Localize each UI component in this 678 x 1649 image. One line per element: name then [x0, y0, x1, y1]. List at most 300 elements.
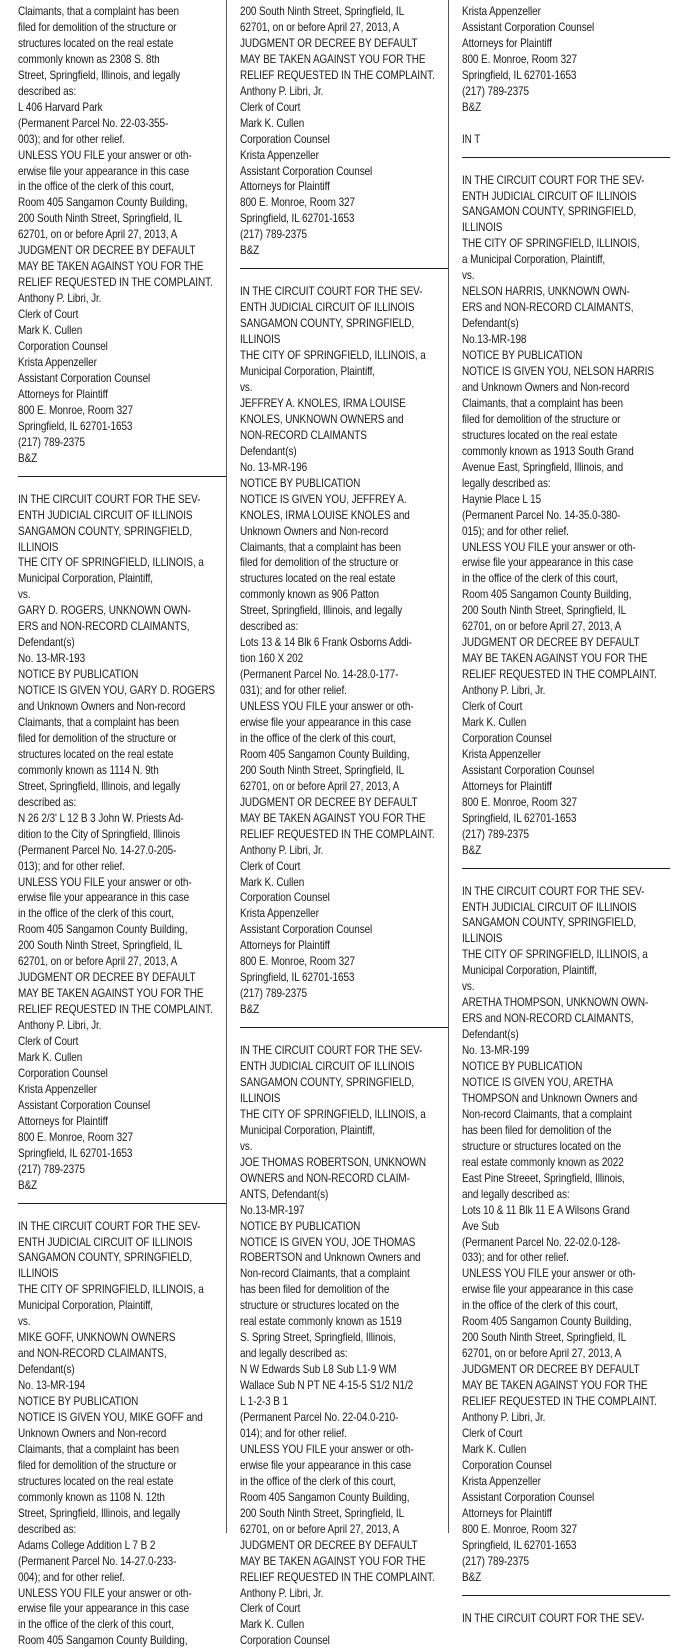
notice-line: 800 E. Monroe, Room 327: [462, 1522, 577, 1536]
legal-notice: [462, 173, 670, 859]
notice-line: Wallace Sub N PT NE 4-15-5 S1/2 N1/2: [240, 1379, 414, 1393]
notice-line: Defendant(s): [18, 1363, 75, 1377]
notice-line: Street, Springfield, Illinois, and legally: [18, 68, 181, 82]
notice-line: NOTICE BY PUBLICATION: [240, 476, 361, 490]
notice-line: L 1-2-3 B 1: [240, 1395, 289, 1409]
notice-line: in the office of the clerk of this court,: [462, 572, 618, 586]
legal-notice: [18, 4, 226, 467]
notice-line: Room 405 Sangamon County Building,: [18, 923, 188, 937]
notice-line: Defendant(s): [462, 317, 519, 331]
notice-line: commonly known as 1913 South Grand: [462, 444, 634, 458]
notice-line: JUDGMENT OR DECREE BY DEFAULT: [18, 244, 196, 258]
notice-line: (Permanent Parcel No. 14-27.0-233-: [18, 1554, 177, 1568]
notice-line: THE CITY OF SPRINGFIELD, ILLINOIS,: [462, 237, 640, 251]
notice-line: JUDGMENT OR DECREE BY DEFAULT: [462, 636, 640, 650]
notice-line: legally described as:: [462, 476, 551, 490]
notice-line: real estate commonly known as 2022: [462, 1155, 624, 1169]
notice-line: (Permanent Parcel No. 22-04.0-210-: [240, 1411, 399, 1425]
notice-line: (Permanent Parcel No. 22-03-355-: [18, 116, 169, 130]
notice-line: 200 South Ninth Street, Springfield, IL: [462, 1331, 627, 1345]
notice-line: Claimants, that a complaint has been: [18, 715, 179, 729]
notice-line: THE CITY OF SPRINGFIELD, ILLINOIS, a: [240, 349, 426, 363]
notice-line: Anthony P. Libri, Jr.: [240, 84, 324, 98]
notice-line: Clerk of Court: [240, 100, 301, 114]
notice-line: JUDGMENT OR DECREE BY DEFAULT: [18, 971, 196, 985]
notice-line: (217) 789-2375: [18, 435, 85, 449]
legal-notice: [240, 1043, 448, 1649]
notice-line: Attorneys for Plaintiff: [18, 1114, 108, 1128]
notice-line: Corporation Counsel: [18, 1066, 108, 1080]
notice-line: Springfield, IL 62701-1653: [240, 971, 355, 985]
notice-line: Anthony P. Libri, Jr.: [462, 684, 546, 698]
notice-line: a Municipal Corporation, Plaintiff,: [462, 253, 606, 267]
notice-line: Anthony P. Libri, Jr.: [18, 1019, 102, 1033]
notice-line: 800 E. Monroe, Room 327: [462, 52, 577, 66]
notice-line: 62701, on or before April 27, 2013, A: [240, 20, 400, 34]
notice-line: NELSON HARRIS, UNKNOWN OWN-: [462, 285, 630, 299]
notice-line: erwise file your appearance in this case: [462, 1283, 634, 1297]
notice-line: commonly known as 1108 N. 12th: [18, 1490, 165, 1504]
notice-line: Non-record Claimants, that a complaint: [240, 1267, 410, 1281]
notice-line: ILLINOIS: [240, 1091, 281, 1105]
notice-line: Corporation Counsel: [462, 1458, 552, 1472]
notice-line: Clerk of Court: [462, 700, 523, 714]
notice-line: N 26 2/3' L 12 B 3 John W. Priests Ad-: [18, 811, 184, 825]
notice-line: IN THE CIRCUIT COURT FOR THE SEV-: [462, 884, 645, 898]
notice-line: UNLESS YOU FILE your answer or oth-: [462, 540, 636, 554]
notice-line: No.13-MR-197: [240, 1203, 305, 1217]
notice-line: Krista Appenzeller: [462, 747, 541, 761]
notice-line: Springfield, IL 62701-1653: [18, 419, 133, 433]
notice-separator: [462, 157, 670, 158]
notice-line: has been filed for demolition of the: [240, 1283, 390, 1297]
notice-line: Attorneys for Plaintiff: [462, 779, 552, 793]
notice-line: NON-RECORD CLAIMANTS: [240, 428, 367, 442]
notice-line: Krista Appenzeller: [240, 907, 319, 921]
notice-line: real estate commonly known as 1519: [240, 1315, 402, 1329]
notice-line: filed for demolition of the structure or: [462, 412, 621, 426]
notice-line: Anthony P. Libri, Jr.: [18, 292, 102, 306]
notice-line: Ave Sub: [462, 1219, 499, 1233]
notice-line: Springfield, IL 62701-1653: [462, 811, 577, 825]
notice-line: ENTH JUDICIAL CIRCUIT OF ILLINOIS: [462, 900, 637, 914]
notice-line: JOE THOMAS ROBERTSON, UNKNOWN: [240, 1155, 427, 1169]
notice-line: described as:: [18, 795, 77, 809]
notice-line: ILLINOIS: [462, 221, 503, 235]
notice-line: MAY BE TAKEN AGAINST YOU FOR THE: [240, 1554, 426, 1568]
notice-line: Attorneys for Plaintiff: [462, 36, 552, 50]
notice-line: structure or structures located on the: [462, 1139, 622, 1153]
notice-line: NOTICE IS GIVEN YOU, JOE THOMAS: [240, 1235, 416, 1249]
notice-line: structure or structures located on the: [240, 1299, 400, 1313]
notice-line: NOTICE IS GIVEN YOU, ARETHA: [462, 1076, 613, 1089]
notice-line: OWNERS and NON-RECORD CLAIM-: [240, 1171, 410, 1185]
notice-line: Assistant Corporation Counsel: [18, 1098, 151, 1112]
notice-line: No. 13-MR-196: [240, 460, 308, 474]
legal-notice: [462, 1611, 670, 1627]
notice-line: IN THE CIRCUIT COURT FOR THE SEV-: [240, 285, 423, 299]
notice-line: vs.: [462, 269, 475, 283]
notice-line: 014); and for other relief.: [240, 1426, 347, 1440]
notice-line: No. 13-MR-199: [462, 1044, 530, 1058]
notice-line: (Permanent Parcel No. 14-27.0-205-: [18, 843, 177, 857]
notice-line: vs.: [240, 380, 253, 394]
notice-line: structures located on the real estate: [18, 1474, 174, 1488]
notice-line: Room 405 Sangamon County Building,: [462, 1315, 632, 1329]
notice-line: 62701, on or before April 27, 2013, A: [462, 620, 622, 634]
notice-line: JEFFREY A. KNOLES, IRMA LOUISE: [240, 396, 406, 410]
notice-line: KNOLES, UNKNOWN OWNERS and: [240, 412, 404, 426]
notice-line: GARY D. ROGERS, UNKNOWN OWN-: [18, 604, 191, 618]
notice-line: IN T: [462, 132, 481, 146]
notice-line: described as:: [18, 1522, 77, 1536]
notice-line: RELIEF REQUESTED IN THE COMPLAINT.: [462, 1395, 657, 1409]
notice-line: SANGAMON COUNTY, SPRINGFIELD,: [240, 1076, 415, 1089]
notice-line: ILLINOIS: [240, 333, 281, 347]
notice-line: ERS and NON-RECORD CLAIMANTS,: [18, 620, 190, 634]
notice-line: 800 E. Monroe, Room 327: [18, 403, 133, 417]
notice-line: (217) 789-2375: [462, 827, 529, 841]
notice-line: Corporation Counsel: [18, 340, 108, 354]
notice-line: B&Z: [462, 100, 482, 114]
notice-line: Anthony P. Libri, Jr.: [240, 1586, 324, 1600]
notice-line: (Permanent Parcel No. 22-02.0-128-: [462, 1235, 621, 1249]
notice-line: has been filed for demolition of the: [462, 1123, 612, 1137]
notice-line: 800 E. Monroe, Room 327: [240, 196, 355, 210]
notice-line: NOTICE BY PUBLICATION: [462, 349, 583, 363]
notice-line: (217) 789-2375: [462, 84, 529, 98]
notice-line: ILLINOIS: [18, 1267, 59, 1281]
notice-line: Mark K. Cullen: [18, 324, 83, 338]
notice-line: 200 South Ninth Street, Springfield, IL: [18, 939, 183, 953]
notice-line: Clerk of Court: [18, 1035, 79, 1049]
notice-line: 62701, on or before April 27, 2013, A: [240, 1522, 400, 1536]
notice-line: ERS and NON-RECORD CLAIMANTS,: [462, 1012, 634, 1026]
notice-line: commonly known as 2308 S. 8th: [18, 52, 160, 66]
legal-notice: [18, 492, 226, 1194]
notice-line: Room 405 Sangamon County Building,: [240, 1490, 410, 1504]
notice-line: No. 13-MR-193: [18, 652, 86, 666]
notice-line: structures located on the real estate: [18, 36, 174, 50]
notice-line: Corporation Counsel: [462, 731, 552, 745]
notice-line: NOTICE IS GIVEN YOU, MIKE GOFF and: [18, 1411, 203, 1425]
notice-line: MAY BE TAKEN AGAINST YOU FOR THE: [462, 1379, 648, 1393]
notice-line: Street, Springfield, Illinois, and legally: [240, 604, 403, 618]
notice-line: ARETHA THOMPSON, UNKNOWN OWN-: [462, 996, 649, 1010]
notice-line: SANGAMON COUNTY, SPRINGFIELD,: [18, 1251, 193, 1265]
notice-line: THE CITY OF SPRINGFIELD, ILLINOIS, a: [240, 1107, 426, 1121]
notice-line: (Permanent Parcel No. 14-35.0-380-: [462, 508, 621, 522]
notice-line: 200 South Ninth Street, Springfield, IL: [18, 212, 183, 226]
notice-line: JUDGMENT OR DECREE BY DEFAULT: [240, 36, 418, 50]
notice-line: Municipal Corporation, Plaintiff,: [18, 1299, 153, 1313]
notice-line: Corporation Counsel: [240, 132, 330, 146]
notice-line: in the office of the clerk of this court,: [18, 180, 174, 194]
notice-line: commonly known as 1114 N. 9th: [18, 763, 159, 777]
notice-line: Claimants, that a complaint has been: [18, 1442, 179, 1456]
notice-line: Avenue East, Springfield, Illinois, and: [462, 460, 624, 474]
notice-line: Mark K. Cullen: [240, 875, 305, 889]
notice-line: 003); and for other relief.: [18, 132, 125, 146]
notice-line: ENTH JUDICIAL CIRCUIT OF ILLINOIS: [18, 508, 193, 522]
notice-line: 62701, on or before April 27, 2013, A: [18, 228, 178, 242]
notice-line: Mark K. Cullen: [462, 1442, 527, 1456]
notice-line: Non-record Claimants, that a complaint: [462, 1107, 632, 1121]
notice-separator: [18, 476, 226, 477]
notice-line: Clerk of Court: [18, 308, 79, 322]
notice-separator: [462, 1595, 670, 1596]
notice-line: 200 South Ninth Street, Springfield, IL: [240, 5, 405, 18]
notice-line: ENTH JUDICIAL CIRCUIT OF ILLINOIS: [462, 189, 637, 203]
notice-line: Street, Springfield, Illinois, and legally: [18, 779, 181, 793]
notice-line: MAY BE TAKEN AGAINST YOU FOR THE: [18, 987, 204, 1001]
notice-line: Krista Appenzeller: [18, 1082, 97, 1096]
notice-line: Assistant Corporation Counsel: [240, 164, 373, 178]
notice-line: Municipal Corporation, Plaintiff,: [240, 1123, 375, 1137]
column-1: [18, 4, 216, 1649]
notice-line: commonly known as 906 Patton: [240, 588, 379, 602]
notice-line: Krista Appenzeller: [462, 1474, 541, 1488]
notice-line: Corporation Counsel: [240, 1634, 330, 1648]
notice-line: Attorneys for Plaintiff: [240, 180, 330, 194]
notice-line: vs.: [18, 588, 31, 602]
notice-line: described as:: [240, 620, 299, 634]
notice-line: Room 405 Sangamon County Building,: [18, 1634, 188, 1648]
notice-line: 62701, on or before April 27, 2013, A: [18, 955, 178, 969]
legal-notice: [240, 4, 448, 259]
notice-line: Municipal Corporation, Plaintiff,: [462, 964, 597, 978]
notice-line: NOTICE BY PUBLICATION: [240, 1219, 361, 1233]
notice-line: and Unknown Owners and Non-record: [18, 700, 186, 714]
notice-line: ENTH JUDICIAL CIRCUIT OF ILLINOIS: [240, 301, 415, 315]
notice-line: erwise file your appearance in this case: [18, 164, 190, 178]
notice-line: 200 South Ninth Street, Springfield, IL: [240, 763, 405, 777]
notice-line: Haynie Place L 15: [462, 492, 542, 506]
notice-line: 031); and for other relief.: [240, 684, 347, 698]
notice-line: filed for demolition of the structure or: [18, 20, 177, 34]
notice-line: No. 13-MR-194: [18, 1379, 86, 1393]
notice-line: Unknown Owners and Non-record: [18, 1426, 167, 1440]
notice-line: MAY BE TAKEN AGAINST YOU FOR THE: [18, 260, 204, 274]
notice-line: erwise file your appearance in this case: [240, 1458, 412, 1472]
notice-line: erwise file your appearance in this case: [18, 1602, 190, 1616]
notice-line: Anthony P. Libri, Jr.: [462, 1411, 546, 1425]
notice-line: NOTICE IS GIVEN YOU, JEFFREY A.: [240, 492, 407, 506]
column-divider: [448, 0, 449, 1533]
notice-line: Room 405 Sangamon County Building,: [462, 588, 632, 602]
notice-line: 200 South Ninth Street, Springfield, IL: [240, 1506, 405, 1520]
notice-line: (217) 789-2375: [462, 1554, 529, 1568]
notice-line: B&Z: [18, 1178, 38, 1192]
notice-line: S. Spring Street, Springfield, Illinois,: [240, 1331, 396, 1345]
notice-line: Anthony P. Libri, Jr.: [240, 843, 324, 857]
notice-line: 033); and for other relief.: [462, 1251, 569, 1265]
notice-line: JUDGMENT OR DECREE BY DEFAULT: [240, 1538, 418, 1552]
notice-line: Unknown Owners and Non-record: [240, 524, 389, 538]
notice-line: Krista Appenzeller: [240, 148, 319, 162]
notice-line: erwise file your appearance in this case: [240, 715, 412, 729]
notice-line: UNLESS YOU FILE your answer or oth-: [462, 1267, 636, 1281]
notice-line: 62701, on or before April 27, 2013, A: [462, 1347, 622, 1361]
notice-line: Krista Appenzeller: [18, 355, 97, 369]
notice-line: (Permanent Parcel No. 14-28.0-177-: [240, 668, 399, 682]
notice-line: IN THE CIRCUIT COURT FOR THE SEV-: [18, 492, 201, 506]
notice-line: Springfield, IL 62701-1653: [18, 1146, 133, 1160]
notice-line: SANGAMON COUNTY, SPRINGFIELD,: [18, 524, 193, 538]
notice-line: 200 South Ninth Street, Springfield, IL: [462, 604, 627, 618]
notice-line: THE CITY OF SPRINGFIELD, ILLINOIS, a: [18, 1283, 204, 1297]
notice-line: in the office of the clerk of this court,: [18, 907, 174, 921]
notice-line: erwise file your appearance in this case: [462, 556, 634, 570]
notice-line: Clerk of Court: [240, 859, 301, 873]
notice-line: 013); and for other relief.: [18, 859, 125, 873]
notice-line: THOMPSON and Unknown Owners and: [462, 1091, 638, 1105]
notice-line: UNLESS YOU FILE your answer or oth-: [18, 875, 192, 889]
notice-line: MAY BE TAKEN AGAINST YOU FOR THE: [240, 811, 426, 825]
notice-line: Municipal Corporation, Plaintiff,: [18, 572, 153, 586]
notice-line: Room 405 Sangamon County Building,: [18, 196, 188, 210]
notice-line: Assistant Corporation Counsel: [240, 923, 373, 937]
notice-line: N W Edwards Sub L8 Sub L1-9 WM: [240, 1363, 397, 1377]
notice-line: THE CITY OF SPRINGFIELD, ILLINOIS, a: [462, 948, 648, 962]
notice-line: IN THE CIRCUIT COURT FOR THE SEV-: [240, 1044, 423, 1058]
column-3: [462, 4, 657, 1626]
notice-separator: [462, 868, 670, 869]
notice-line: 004); and for other relief.: [18, 1570, 125, 1584]
notice-line: IN THE CIRCUIT COURT FOR THE SEV-: [462, 1611, 645, 1625]
notice-line: Room 405 Sangamon County Building,: [240, 747, 410, 761]
notice-line: L 406 Harvard Park: [18, 100, 103, 114]
notice-line: tion 160 X 202: [240, 652, 304, 666]
notice-line: vs.: [240, 1139, 253, 1153]
notice-line: Clerk of Court: [462, 1426, 523, 1440]
notice-line: described as:: [18, 84, 77, 98]
notice-line: ANTS, Defendant(s): [240, 1187, 329, 1201]
notice-line: (217) 789-2375: [240, 987, 307, 1001]
notice-line: (217) 789-2375: [240, 228, 307, 242]
notice-line: filed for demolition of the structure or: [240, 556, 399, 570]
notice-line: NOTICE BY PUBLICATION: [18, 1395, 139, 1409]
notice-line: East Pine Streeet, Springfield, Illinois,: [462, 1171, 625, 1185]
notice-line: 62701, on or before April 27, 2013, A: [240, 779, 400, 793]
notice-line: B&Z: [18, 451, 38, 465]
notice-line: UNLESS YOU FILE your answer or oth-: [18, 1586, 192, 1600]
notice-line: B&Z: [240, 1003, 260, 1017]
column-2: [240, 4, 435, 1649]
notice-line: ENTH JUDICIAL CIRCUIT OF ILLINOIS: [240, 1060, 415, 1074]
notice-line: Defendant(s): [18, 636, 75, 650]
notice-line: 800 E. Monroe, Room 327: [462, 795, 577, 809]
notice-line: and legally described as:: [240, 1347, 348, 1361]
notice-line: THE CITY OF SPRINGFIELD, ILLINOIS, a: [18, 556, 204, 570]
legal-notice: [462, 4, 670, 148]
notice-line: ILLINOIS: [462, 932, 503, 946]
notice-line: Krista Appenzeller: [462, 5, 541, 18]
notice-line: Assistant Corporation Counsel: [462, 1490, 595, 1504]
notice-line: NOTICE IS GIVEN YOU, GARY D. ROGERS: [18, 684, 216, 698]
notice-line: 800 E. Monroe, Room 327: [18, 1130, 133, 1144]
notice-line: SANGAMON COUNTY, SPRINGFIELD,: [462, 916, 637, 930]
notice-line: filed for demolition of the structure or: [18, 1458, 177, 1472]
notice-line: IN THE CIRCUIT COURT FOR THE SEV-: [18, 1219, 201, 1233]
notice-line: dition to the City of Springfield, Illinois: [18, 827, 181, 841]
notice-line: ERS and NON-RECORD CLAIMANTS,: [462, 301, 634, 315]
notice-line: Lots 10 & 11 Blk 11 E A Wilsons Grand: [462, 1203, 630, 1217]
notice-line: and Unknown Owners and Non-record: [462, 380, 630, 394]
notice-line: NOTICE BY PUBLICATION: [462, 1060, 583, 1074]
notice-line: MAY BE TAKEN AGAINST YOU FOR THE: [462, 652, 648, 666]
notice-line: 800 E. Monroe, Room 327: [240, 955, 355, 969]
notice-line: UNLESS YOU FILE your answer or oth-: [240, 700, 414, 714]
notice-line: structures located on the real estate: [240, 572, 396, 586]
notice-line: MIKE GOFF, UNKNOWN OWNERS: [18, 1331, 176, 1345]
notice-line: Claimants, that a complaint has been: [462, 396, 623, 410]
notice-line: erwise file your appearance in this case: [18, 891, 190, 905]
legal-notice: [462, 884, 670, 1586]
notice-line: Clerk of Court: [240, 1602, 301, 1616]
notice-line: ILLINOIS: [18, 540, 59, 554]
notice-line: in the office of the clerk of this court,: [240, 1474, 396, 1488]
notice-line: [462, 116, 670, 132]
notice-line: Lots 13 & 14 Blk 6 Frank Osborns Addi-: [240, 636, 412, 650]
notice-line: NOTICE BY PUBLICATION: [18, 668, 139, 682]
notice-line: B&Z: [240, 244, 260, 258]
notice-line: RELIEF REQUESTED IN THE COMPLAINT.: [240, 1570, 435, 1584]
notice-line: filed for demolition of the structure or: [18, 731, 177, 745]
notice-line: (217) 789-2375: [18, 1162, 85, 1176]
notice-line: UNLESS YOU FILE your answer or oth-: [18, 148, 192, 162]
notice-line: Municipal Corporation, Plaintiff,: [240, 365, 375, 379]
notice-line: 015); and for other relief.: [462, 524, 569, 538]
notice-line: in the office of the clerk of this court,: [18, 1618, 174, 1632]
notice-line: structures located on the real estate: [18, 747, 174, 761]
notice-line: ENTH JUDICIAL CIRCUIT OF ILLINOIS: [18, 1235, 193, 1249]
notice-line: Claimants, that a complaint has been: [18, 5, 179, 18]
notice-line: Springfield, IL 62701-1653: [240, 212, 355, 226]
notice-separator: [18, 1203, 226, 1204]
notice-line: Assistant Corporation Counsel: [462, 20, 595, 34]
legal-notice: [240, 284, 448, 1018]
notice-line: RELIEF REQUESTED IN THE COMPLAINT.: [18, 1003, 213, 1017]
notice-line: UNLESS YOU FILE your answer or oth-: [240, 1442, 414, 1456]
notice-separator: [240, 1027, 448, 1028]
notice-line: vs.: [18, 1315, 31, 1329]
notice-line: B&Z: [462, 1570, 482, 1584]
notice-separator: [240, 268, 448, 269]
notice-line: RELIEF REQUESTED IN THE COMPLAINT.: [462, 668, 657, 682]
notice-line: No.13-MR-198: [462, 333, 527, 347]
notice-line: Corporation Counsel: [240, 891, 330, 905]
notice-line: Attorneys for Plaintiff: [18, 387, 108, 401]
notice-line: JUDGMENT OR DECREE BY DEFAULT: [462, 1363, 640, 1377]
notice-line: Attorneys for Plaintiff: [240, 939, 330, 953]
notice-line: RELIEF REQUESTED IN THE COMPLAINT.: [240, 827, 435, 841]
notice-line: Mark K. Cullen: [462, 715, 527, 729]
notice-line: Assistant Corporation Counsel: [18, 371, 151, 385]
notice-line: Defendant(s): [240, 444, 297, 458]
notice-line: JUDGMENT OR DECREE BY DEFAULT: [240, 795, 418, 809]
notice-line: Attorneys for Plaintiff: [462, 1506, 552, 1520]
notice-line: Defendant(s): [462, 1028, 519, 1042]
notice-line: Adams College Addition L 7 B 2: [18, 1538, 156, 1552]
notice-line: Street, Springfield, Illinois, and legally: [18, 1506, 181, 1520]
notice-line: SANGAMON COUNTY, SPRINGFIELD,: [462, 205, 637, 219]
notice-line: NOTICE IS GIVEN YOU, NELSON HARRIS: [462, 365, 654, 379]
notice-line: RELIEF REQUESTED IN THE COMPLAINT.: [240, 68, 435, 82]
notice-line: Claimants, that a complaint has been: [240, 540, 401, 554]
notice-line: RELIEF REQUESTED IN THE COMPLAINT.: [18, 276, 213, 290]
notice-line: IN THE CIRCUIT COURT FOR THE SEV-: [462, 173, 645, 187]
